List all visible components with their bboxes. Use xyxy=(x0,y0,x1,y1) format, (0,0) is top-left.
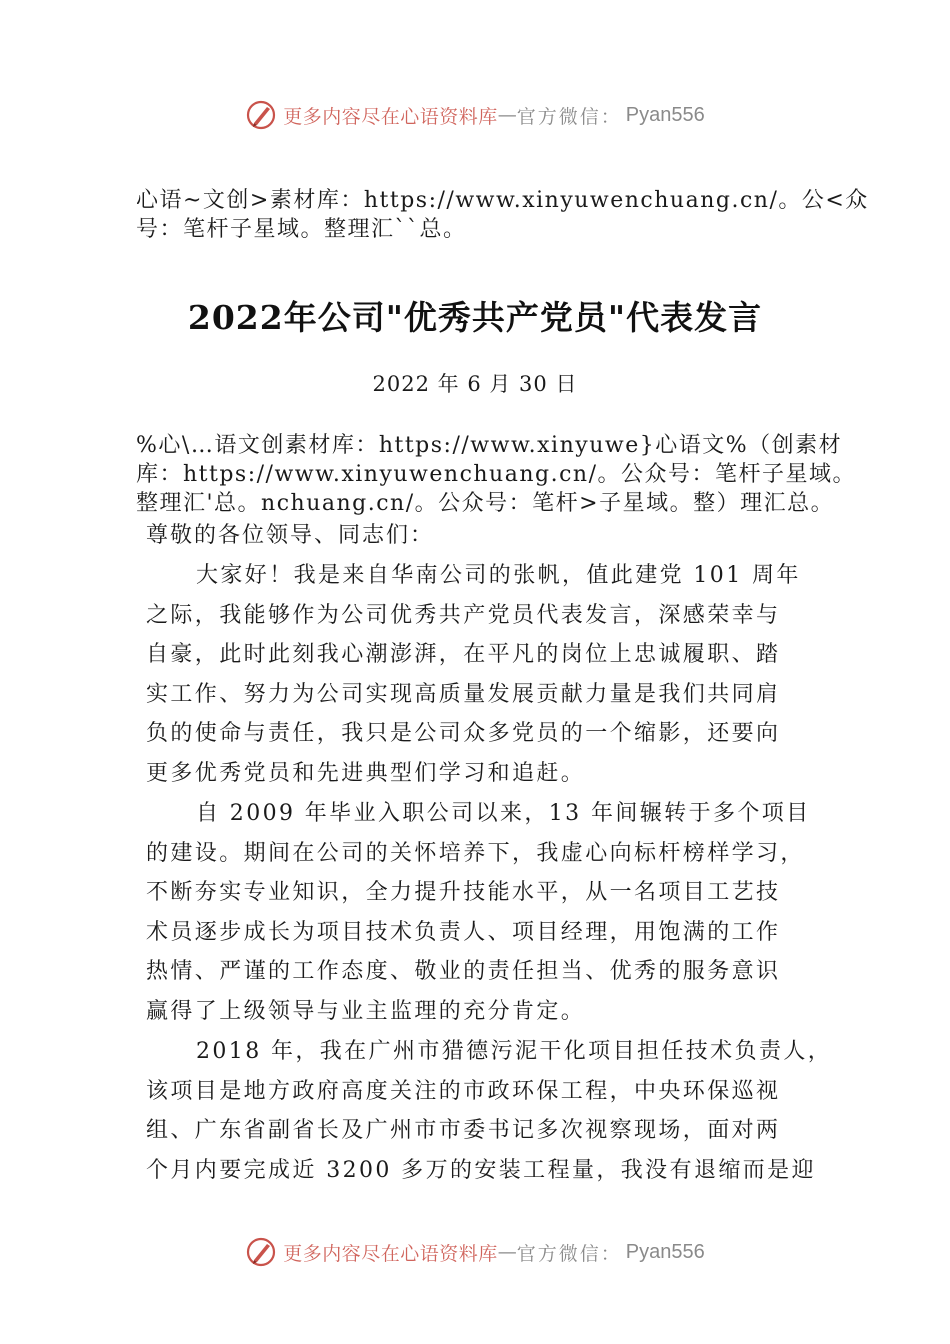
document-title: 2022年公司"优秀共产党员"代表发言 xyxy=(187,298,763,337)
paragraph-line: 热情、严谨的工作态度、敬业的责任担当、优秀的服务意识 xyxy=(146,959,781,985)
paragraph-line: 负的使命与责任，我只是公司众多党员的一个缩影，还要向 xyxy=(146,721,781,747)
paragraph-line: 实工作、努力为公司实现高质量发展贡献力量是我们共同肩 xyxy=(146,681,781,707)
banner-separator: — xyxy=(497,104,517,126)
paragraph-line: 该项目是地方政府高度关注的市政环保工程，中央环保巡视 xyxy=(146,1078,781,1104)
greeting: 尊敬的各位领导、同志们： xyxy=(146,523,435,548)
document-date: 2022 年 6 月 30 日 xyxy=(372,372,578,396)
banner-text: 更多内容尽在心语资料库 xyxy=(283,105,498,128)
paragraph-line: 2018 年，我在广州市猎德污泥干化项目担任技术负责人， xyxy=(196,1039,833,1064)
paragraph-line: 之际，我能够作为公司优秀共产党员代表发言，深感荣幸与 xyxy=(146,602,781,628)
paragraph-line: 自豪，此时此刻我心潮澎湃，在平凡的岗位上忠诚履职、踏 xyxy=(146,642,781,668)
paragraph-line: 组、广东省副省长及广州市市委书记多次视察现场，面对两 xyxy=(146,1118,781,1144)
paragraph-line: 大家好！我是来自华南公司的张帆，值此建党 101 周年 xyxy=(196,563,801,588)
paragraph-3 xyxy=(146,1032,846,1190)
header-note xyxy=(136,186,869,244)
header-note-line: 号：笔杆子星域。整理汇``总。 xyxy=(136,217,467,242)
header-banner xyxy=(0,95,950,135)
banner-wechat-id: Pyan556 xyxy=(625,1240,705,1263)
source-note-line: 整理汇'总。nchuang.cn/。公众号：笔杆>子星域。整）理汇总。 xyxy=(136,491,835,516)
source-note xyxy=(136,431,856,518)
paragraph-line: 赢得了上级领导与业主监理的充分肯定。 xyxy=(146,998,586,1024)
paragraph-line: 更多优秀党员和先进典型们学习和追赶。 xyxy=(146,760,586,786)
paragraph-line: 个月内要完成近 3200 多万的安装工程量，我没有退缩而是迎 xyxy=(146,1157,816,1183)
banner-text: 更多内容尽在心语资料库 xyxy=(283,1242,498,1265)
pen-logo-icon xyxy=(245,1236,277,1268)
header-note-line: 心语~文创>素材库：https://www.xinyuwenchuang.cn/。公<众 xyxy=(136,188,869,213)
banner-wechat-label: 官方微信： xyxy=(516,105,622,128)
paragraph-line: 自 2009 年毕业入职公司以来，13 年间辗转于多个项目 xyxy=(196,801,811,826)
banner-separator: — xyxy=(497,1241,517,1263)
source-note-line: %心\…语文创素材库：https://www.xinyuwe}心语文%（创素材 xyxy=(136,433,843,458)
paragraph-1 xyxy=(146,556,846,794)
banner-wechat-id: Pyan556 xyxy=(625,103,705,126)
banner-wechat-label: 官方微信： xyxy=(516,1242,622,1265)
pen-logo-icon xyxy=(245,99,277,131)
footer-banner xyxy=(0,1232,950,1272)
paragraph-line: 术员逐步成长为项目技术负责人、项目经理，用饱满的工作 xyxy=(146,919,781,945)
paragraph-2 xyxy=(146,794,846,1032)
paragraph-line: 的建设。期间在公司的关怀培养下，我虚心向标杆榜样学习， xyxy=(146,840,805,866)
paragraph-line: 不断夯实专业知识，全力提升技能水平，从一名项目工艺技 xyxy=(146,880,781,906)
source-note-line: 库：https://www.xinyuwenchuang.cn/。公众号：笔杆子星域。 xyxy=(136,462,856,487)
